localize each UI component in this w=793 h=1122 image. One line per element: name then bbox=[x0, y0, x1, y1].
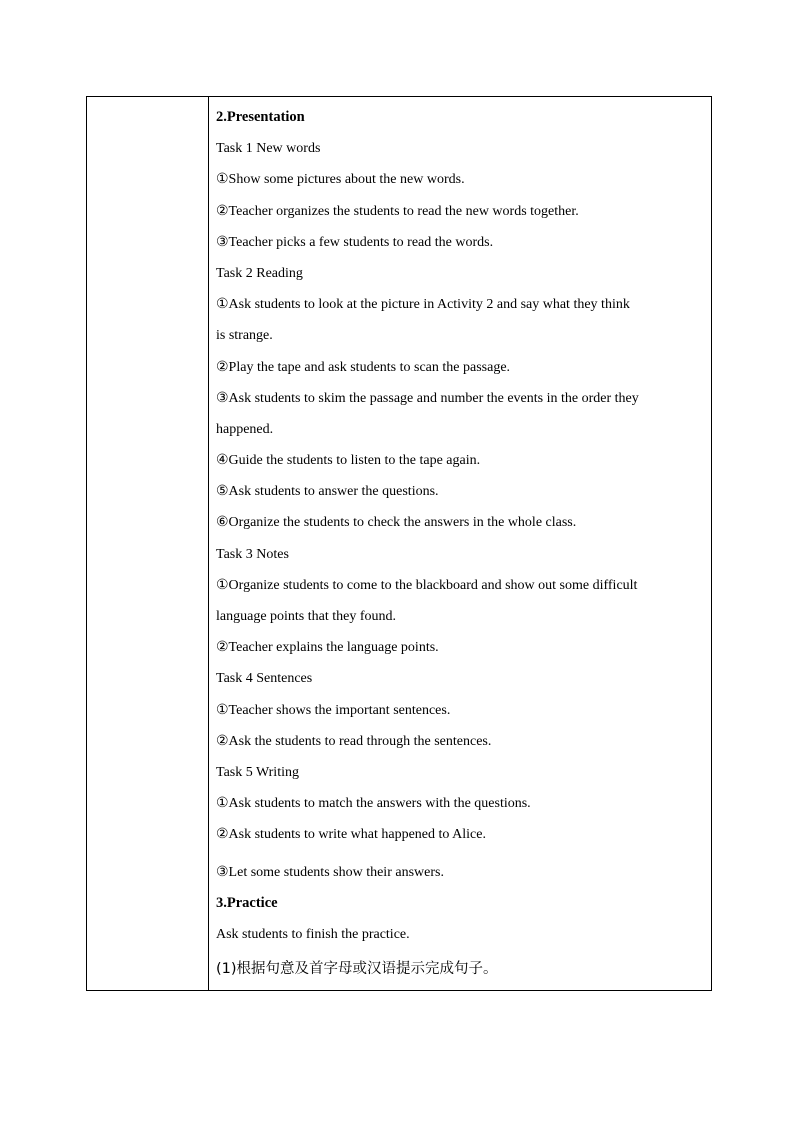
lesson-line: ③Ask students to skim the passage and number the events in the order they bbox=[216, 390, 639, 406]
lesson-line: ⑤Ask students to answer the questions. bbox=[216, 484, 439, 500]
section-heading: 2.Presentation bbox=[216, 109, 305, 125]
task-heading: Task 2 Reading bbox=[216, 265, 303, 281]
task-heading: Task 5 Writing bbox=[216, 764, 299, 780]
lesson-line: ②Ask the students to read through the sentences. bbox=[216, 733, 492, 749]
lesson-line: ②Play the tape and ask students to scan the passage. bbox=[216, 359, 511, 375]
section-heading: 3.Practice bbox=[216, 894, 278, 911]
lesson-line: ③Let some students show their answers. bbox=[216, 864, 444, 880]
lesson-line: Ask students to finish the practice. bbox=[216, 926, 410, 942]
lesson-line: ②Ask students to write what happened to Alice. bbox=[216, 827, 486, 843]
lesson-plan-table bbox=[86, 96, 712, 991]
lesson-line: ②Teacher organizes the students to read the new words together. bbox=[216, 203, 579, 219]
task-heading: Task 3 Notes bbox=[216, 546, 289, 562]
lesson-line: (1)根据句意及首字母或汉语提示完成句子。 bbox=[216, 961, 498, 978]
lesson-content bbox=[209, 97, 711, 985]
lesson-line: ③Teacher picks a few students to read the words. bbox=[216, 234, 494, 250]
lesson-line: ①Teacher shows the important sentences. bbox=[216, 702, 451, 718]
lesson-line: happened. bbox=[216, 421, 274, 437]
task-heading: Task 1 New words bbox=[216, 141, 321, 157]
lesson-line: ④Guide the students to listen to the tape again. bbox=[216, 453, 481, 469]
lesson-line: is strange. bbox=[216, 328, 273, 344]
task-heading: Task 4 Sentences bbox=[216, 671, 313, 687]
table-row bbox=[87, 97, 712, 991]
lesson-line: ①Organize students to come to the blackboard and show out some difficult bbox=[216, 577, 638, 593]
lesson-line: ①Ask students to match the answers with the questions. bbox=[216, 796, 531, 812]
lesson-line: ①Ask students to look at the picture in Activity 2 and say what they think bbox=[216, 297, 630, 313]
lesson-line: language points that they found. bbox=[216, 609, 397, 624]
lesson-line: ①Show some pictures about the new words. bbox=[216, 172, 465, 188]
lesson-line: ②Teacher explains the language points. bbox=[216, 640, 439, 656]
right-column-cell bbox=[209, 97, 712, 991]
left-column-cell bbox=[87, 97, 209, 991]
lesson-line: ⑥Organize the students to check the answers in the whole class. bbox=[216, 515, 577, 531]
